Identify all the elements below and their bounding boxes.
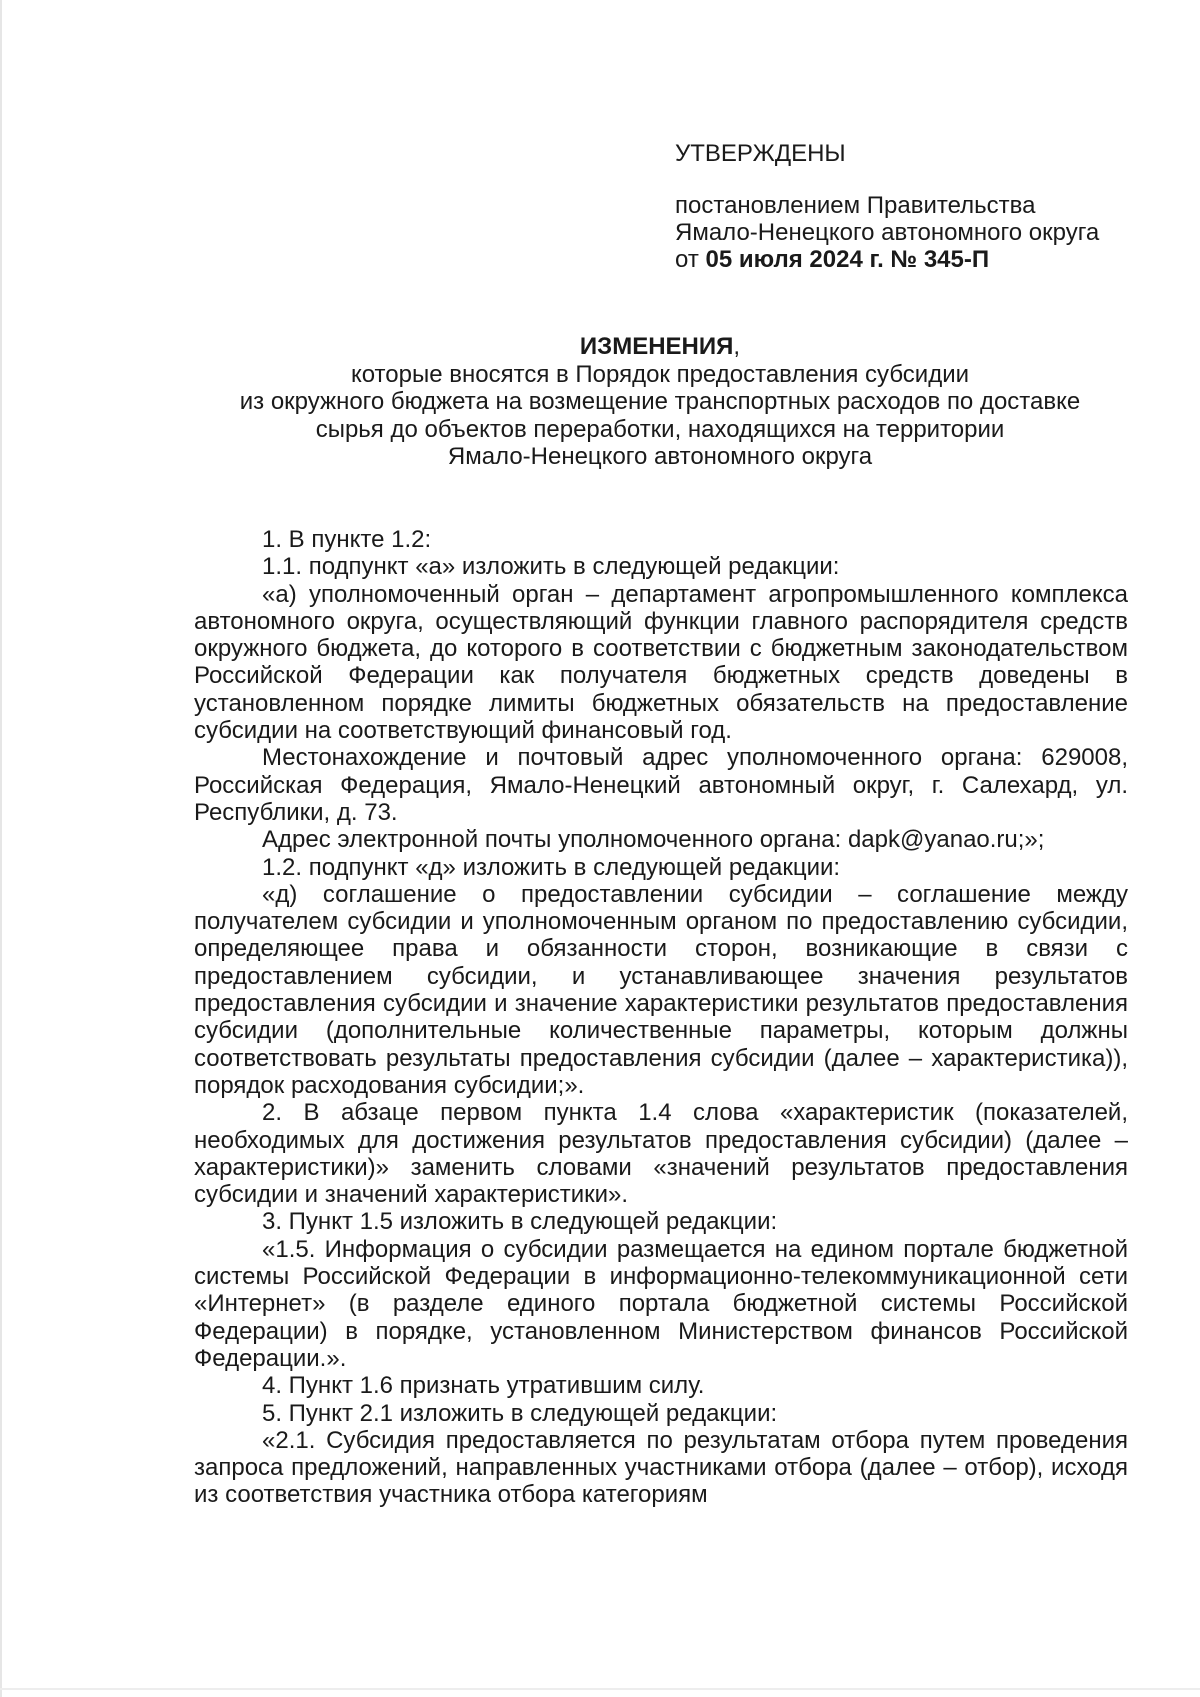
paragraph-2: 2. В абзаце первом пункта 1.4 слова «характеристик (показателей, необходимых для достижения результатов предоставления субсидии) (далее – характеристики)» заменить словами «значений результатов предоставления субсидии и значений характеристики». bbox=[194, 1099, 1128, 1209]
paragraph-1-5-text: «1.5. Информация о субсидии размещается на едином портале бюджетной системы Российской Федерации в информационно-телекоммуникационной сети «Интернет» (в разделе единого портала бюджетной системы Российской Федерации) в порядке, установленном Министерством финансов Российской Федерации.». bbox=[194, 1235, 1128, 1372]
approval-date-line bbox=[675, 246, 1175, 273]
paragraph-3: 3. Пункт 1.5 изложить в следующей редакции: bbox=[262, 1208, 778, 1236]
document-heading bbox=[180, 333, 1140, 471]
approval-block bbox=[675, 140, 1175, 273]
paragraph-address: Местонахождение и почтовый адрес уполномоченного органа: 629008, Российская Федерация, Ямало-Ненецкий автономный округ, г. Салехард, ул. Республики, д. 73. bbox=[194, 744, 1128, 826]
paragraph-1-2: 1.2. подпункт «д» изложить в следующей редакции: bbox=[262, 853, 841, 881]
paragraph-email: Адрес электронной почты уполномоченного органа: dapk@yanao.ru;»; bbox=[262, 826, 1045, 854]
heading-line-4: Ямало-Ненецкого автономного округа bbox=[447, 443, 873, 470]
heading-title-line bbox=[180, 333, 1140, 361]
heading-title-suffix: , bbox=[733, 333, 741, 360]
page-edge-bottom bbox=[0, 1688, 1200, 1690]
heading-line-1: которые вносятся в Порядок предоставления субсидии bbox=[350, 360, 970, 388]
heading-title: ИЗМЕНЕНИЯ bbox=[579, 333, 734, 360]
paragraph-subitem-a: «а) уполномоченный орган – департамент агропромышленного комплекса автономного округа, осуществляющий функции главного распорядителя средств окружного бюджета, до которого в соответствии с бюджетным законодательством Российской Федерации как получателя бюджетных средств доведены в установленном порядке лимиты бюджетных обязательств на предоставление субсидии на соответствующий финансовый год. bbox=[194, 580, 1128, 745]
approval-line-2: Ямало-Ненецкого автономного округа bbox=[675, 219, 1100, 246]
approval-date-prefix: от bbox=[675, 246, 699, 273]
paragraph-1: 1. В пункте 1.2: bbox=[262, 526, 432, 553]
paragraph-5: 5. Пункт 2.1 изложить в следующей редакции: bbox=[262, 1399, 778, 1427]
heading-line-3: сырья до объектов переработки, находящихся на территории bbox=[315, 415, 1005, 443]
document-body bbox=[194, 526, 1128, 1509]
paragraph-1-1: 1.1. подпункт «а» изложить в следующей редакции: bbox=[262, 553, 840, 581]
approval-line-1: постановлением Правительства bbox=[675, 192, 1036, 219]
paragraph-subitem-d: «д) соглашение о предоставлении субсидии – соглашение между получателем субсидии и уполномоченным органом по предоставлению субсидии, определяющее права и обязанности сторон, возникающие в связи с предоставлением субсидии, и устанавливающее значения результатов предоставления субсидии и значение характеристики результатов предоставления субсидии (дополнительные количественные параметры, которым должны соответствовать результаты предоставления субсидии (далее – характеристика)), порядок расходования субсидии;». bbox=[194, 880, 1128, 1099]
paragraph-2-1-text: «2.1. Субсидия предоставляется по результатам отбора путем проведения запроса предложений, направленных участниками отбора (далее – отбор), исходя из соответствия участника отбора категориям bbox=[194, 1426, 1128, 1509]
approval-stamp: УТВЕРЖДЕНЫ bbox=[675, 140, 846, 167]
heading-line-2: из окружного бюджета на возмещение транспортных расходов по доставке bbox=[239, 388, 1081, 415]
decree-date-number: 05 июля 2024 г. № 345-П bbox=[705, 246, 990, 273]
paragraph-4: 4. Пункт 1.6 признать утратившим силу. bbox=[262, 1372, 705, 1400]
page-edge bbox=[0, 0, 2, 1697]
